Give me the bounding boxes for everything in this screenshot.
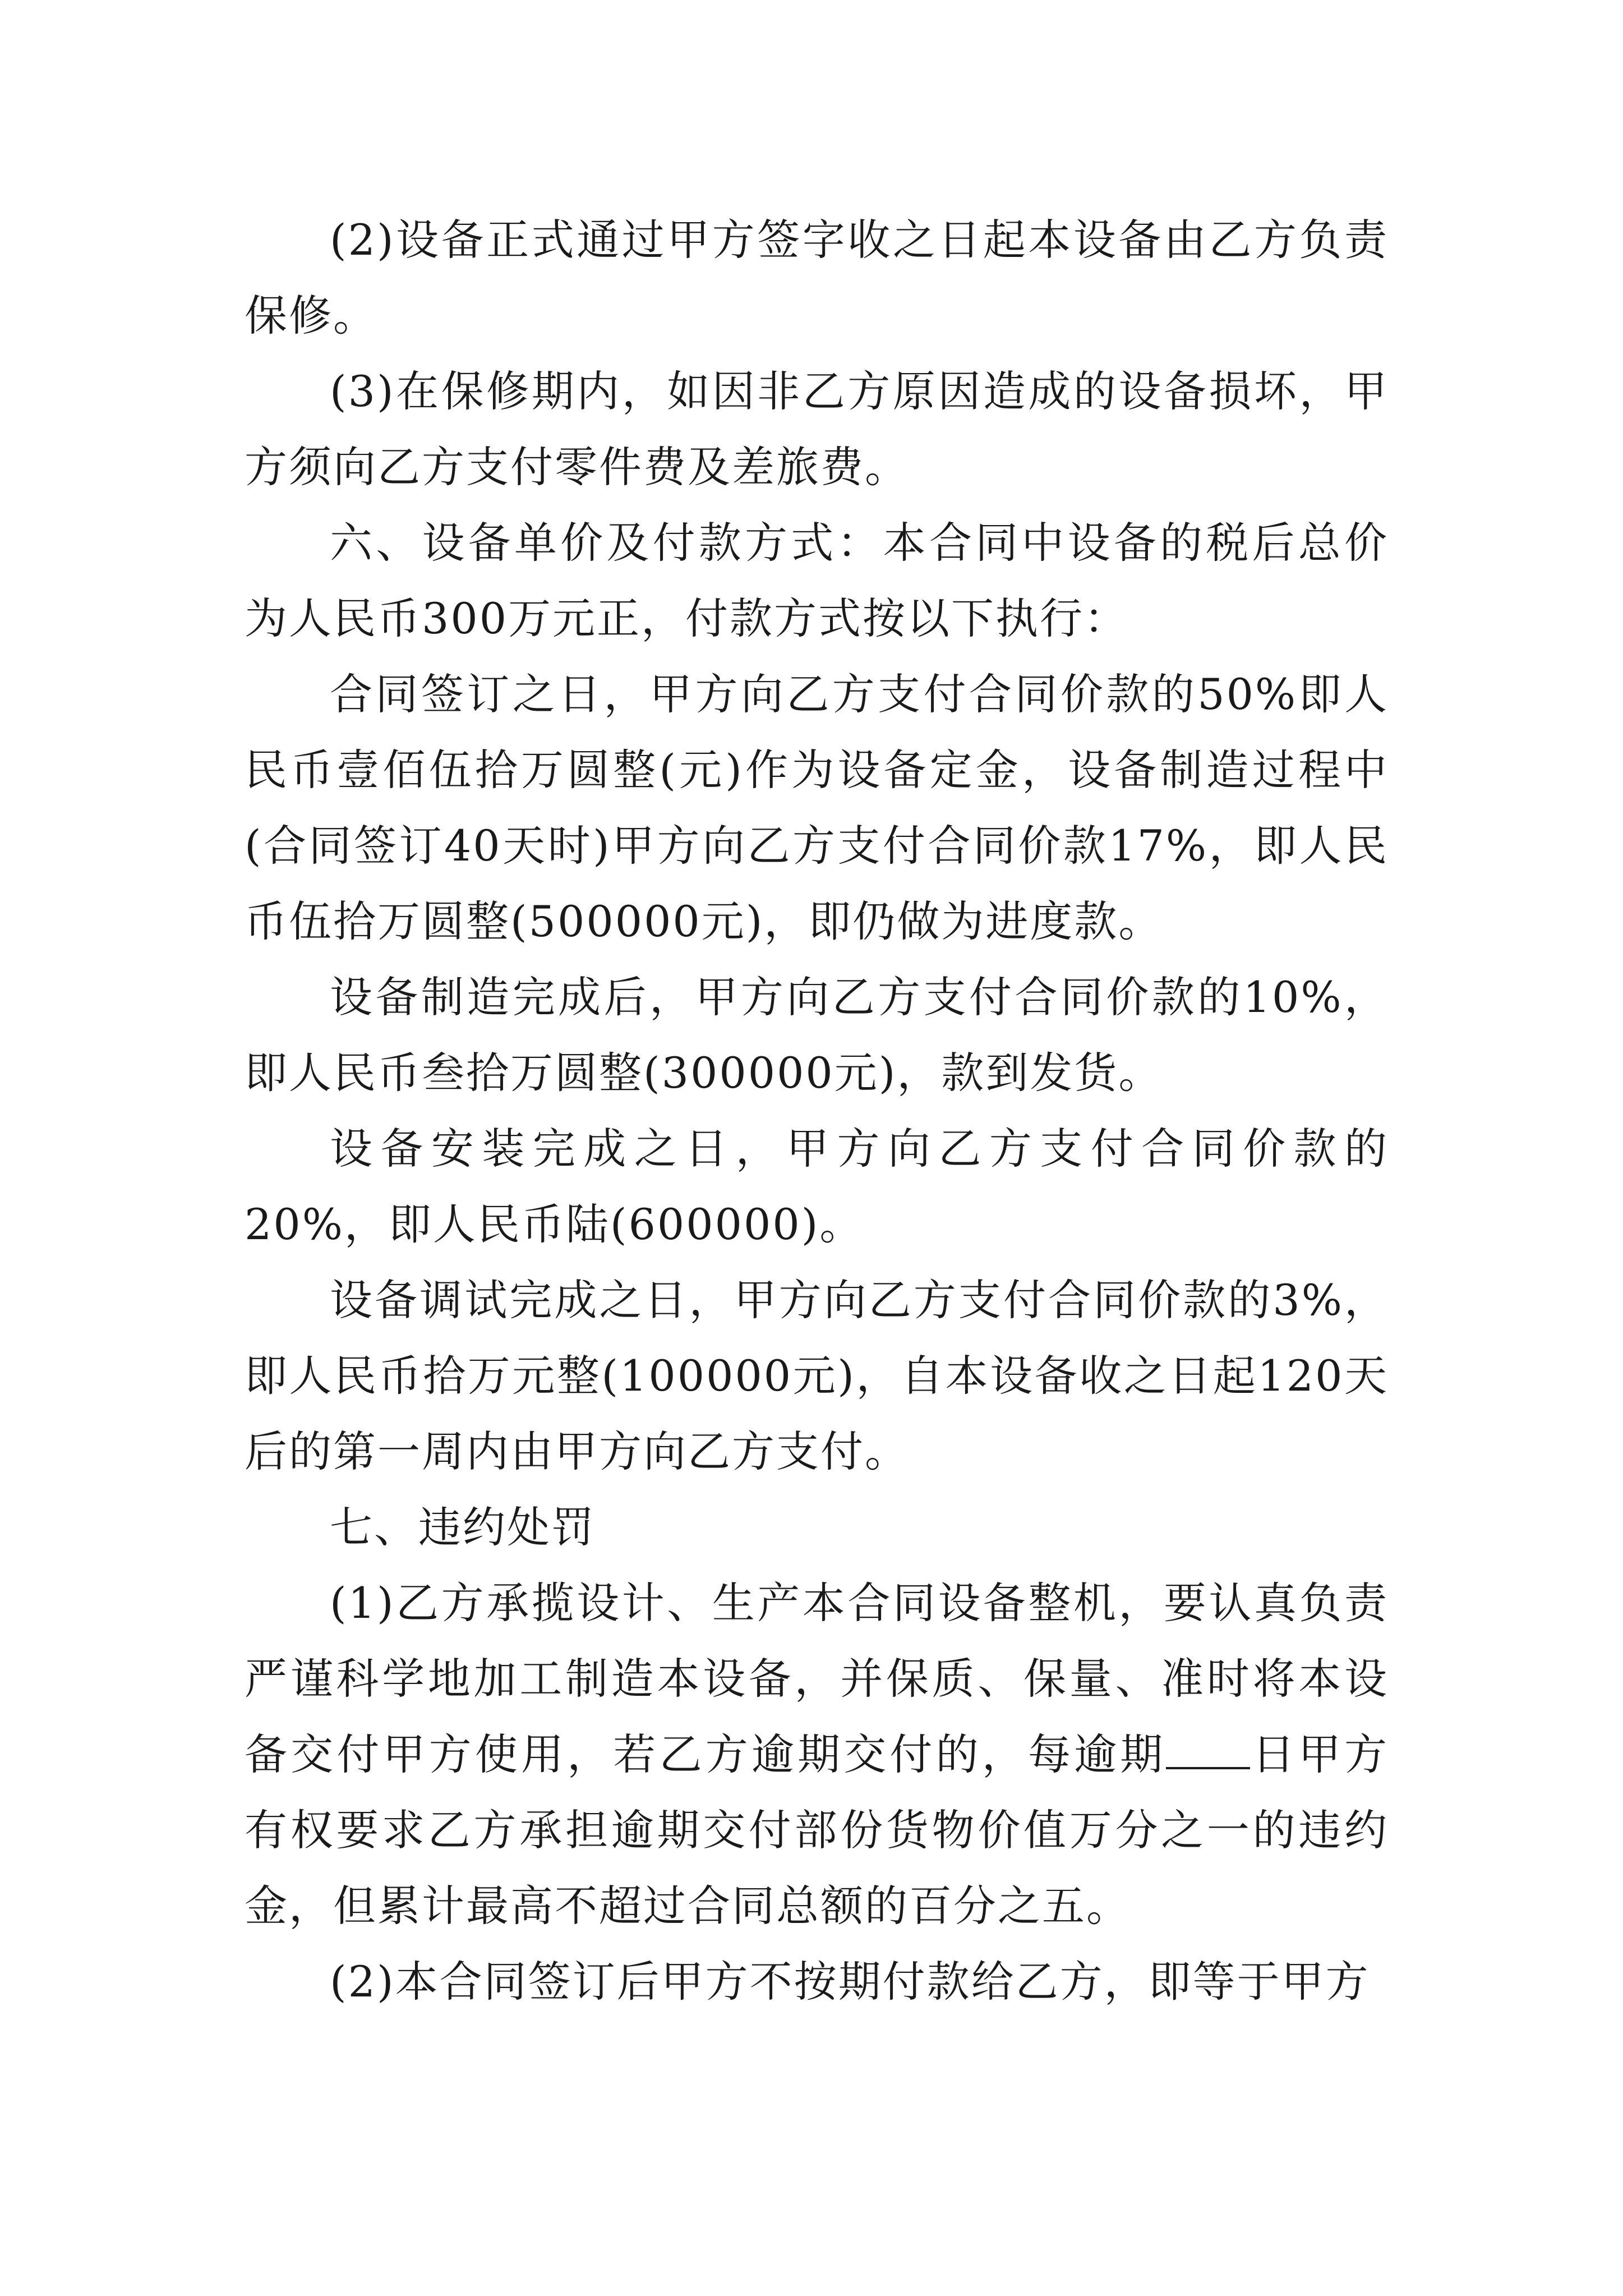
paragraph-warranty-2: (2)设备正式通过甲方签字收之日起本设备由乙方负责保修。 — [245, 215, 1389, 341]
paragraph-section-6-heading: 六、设备单价及付款方式：本合同中设备的税后总价为人民币300万元正，付款方式按以下执行： — [245, 518, 1389, 643]
paragraph-manufacture-payment: 设备制造完成后，甲方向乙方支付合同价款的10%，即人民币叁拾万圆整(300000元)，款到发货。 — [245, 972, 1389, 1098]
paragraph-installation-payment: 设备安装完成之日，甲方向乙方支付合同价款的20%，即人民币陆(600000)。 — [245, 1124, 1389, 1249]
paragraph-penalty-1 — [245, 1565, 1389, 1944]
fill-in-blank — [1166, 1733, 1250, 1769]
penalty-text-before-blank: (1)乙方承揽设计、生产本合同设备整机，要认真负责严谨科学地加工制造本设备，并保质、保量、准时将本设备交付甲方使用，若乙方逾期交付的，每逾期 — [245, 1578, 1389, 1779]
document-body — [245, 202, 1389, 2019]
paragraph-deposit-payment: 合同签订之日，甲方向乙方支付合同价款的50%即人民币壹佰伍拾万圆整(元)作为设备定金，设备制造过程中(合同签订40天时)甲方向乙方支付合同价款17%，即人民币伍拾万圆整(500000元)，即仍做为进度款。 — [245, 669, 1389, 946]
paragraph-penalty-2: (2)本合同签订后甲方不按期付款给乙方，即等于甲方 — [330, 1957, 1370, 2007]
paragraph-section-7-heading: 七、违约处罚 — [330, 1502, 596, 1552]
penalty-text-after-blank: 日甲方有权要求乙方承担逾期交付部份货物价值万分之一的违约金，但累计最高不超过合同总额的百分之五。 — [245, 1729, 1389, 1931]
paragraph-warranty-3: (3)在保修期内，如因非乙方原因造成的设备损坏，甲方须向乙方支付零件费及差旅费。 — [245, 366, 1389, 492]
paragraph-commissioning-payment: 设备调试完成之日，甲方向乙方支付合同价款的3%，即人民币拾万元整(100000元)，自本设备收之日起120天后的第一周内由甲方向乙方支付。 — [245, 1275, 1389, 1476]
